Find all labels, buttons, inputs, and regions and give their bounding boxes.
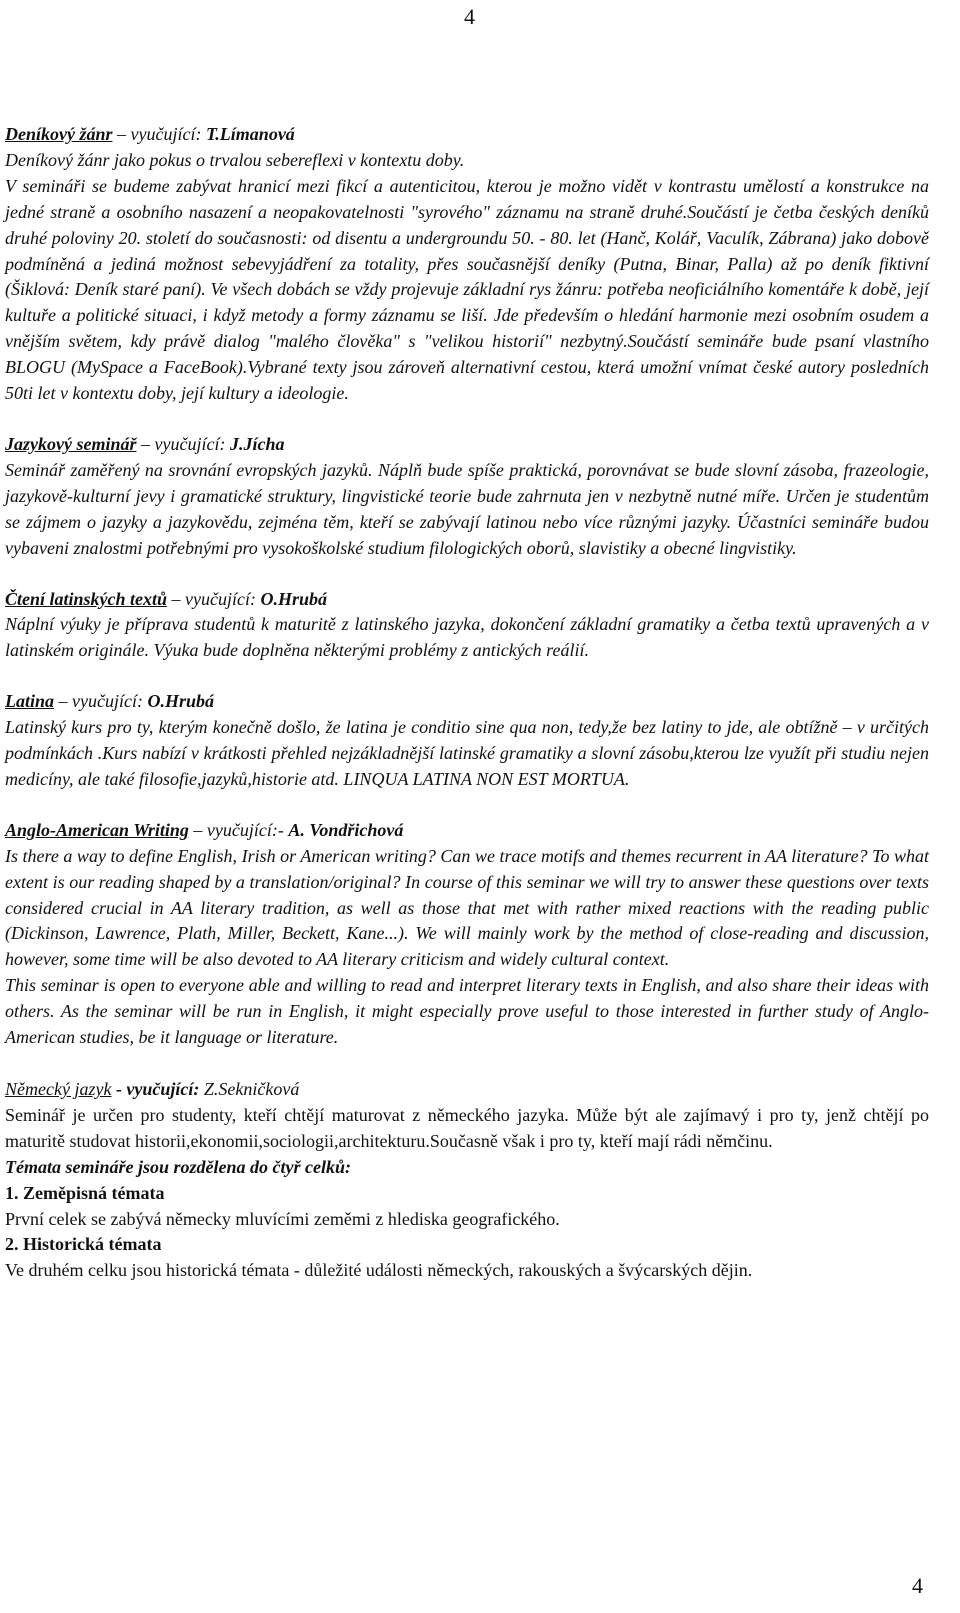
section-heading: [5, 432, 929, 458]
section-cteni-latinskych-textu: [5, 587, 929, 665]
section-anglo-american-writing: [5, 818, 929, 1051]
topic-title: 2. Historická témata: [5, 1234, 162, 1255]
document-body: [5, 122, 929, 1309]
section-title: Německý jazyk: [5, 1079, 112, 1099]
section-title: Deníkový žánr: [5, 124, 113, 144]
section-text: Seminář zaměřený na srovnání evropských jazyků. Náplň bude spíše praktická, porovnávat se bude slovní zásoba, frazeologie, jazykově-kulturní jevy i gramatické struktury, lingvistické teorie bude zahrnuta jen v nezbytně nutné míře. Určen je studentům se zájmem o jazyky a jazykovědu, zejména těm, kteří se zabývají latinou nebo více různými jazyky. Účastníci semináře budou vybaveni znalostmi potřebnými pro vysokoškolské studium filologických oborů, slavistiky a obecné lingvistiky.: [5, 459, 929, 558]
section-jazykovy-seminar: [5, 432, 929, 562]
section-text: Seminář je určen pro studenty, kteří chtějí maturovat z německého jazyka. Může být ale zajímavý i pro ty, jenž chtějí po maturitě studovat historii,ekonomii,sociologii,architekturu.Současně však i pro ty, kteří mají rádi němčinu.: [5, 1104, 929, 1151]
section-heading: [5, 818, 929, 844]
section-heading: [5, 1077, 929, 1103]
teacher-label: – vyučující:: [167, 588, 261, 609]
teacher-label: – vyučující:: [136, 433, 230, 454]
section-title: Latina: [5, 691, 55, 712]
teacher-name: O.Hrubá: [147, 691, 214, 712]
page-number-bottom: 4: [912, 1573, 923, 1598]
topic-title: 1. Zeměpisná témata: [5, 1182, 165, 1203]
topic-text: Ve druhém celku jsou historická témata - důležité události německých, rakouských a švýcarských dějin.: [5, 1260, 753, 1281]
section-latina: [5, 689, 929, 793]
section-denikovy-zanr: [5, 122, 929, 407]
section-title: Jazykový seminář: [5, 433, 137, 454]
teacher-label: – vyučující:-: [188, 819, 289, 840]
teacher-name: T.Límanová: [205, 124, 295, 144]
teacher-label: – vyučující:: [54, 691, 148, 712]
teacher-name: O.Hrubá: [260, 588, 328, 609]
section-nemecky-jazyk: [5, 1077, 929, 1284]
teacher-label: – vyučující:: [112, 124, 206, 144]
topics-heading: Témata semináře jsou rozdělena do čtyř celků:: [5, 1156, 351, 1177]
teacher-label: - vyučující:: [111, 1079, 204, 1099]
section-text: V semináři se budeme zabývat hranicí mezi fikcí a autenticitou, kterou je možno vidět v kontrastu umělostí a konstrukce na jedné straně a osobního nasazení a neopakovatelnosti "syrového" záznamu na straně druhé.Součástí je četba českých deníků druhé poloviny 20. století do současnosti: od disentu a undergroundu 50. - 80. let (Hanč, Kolář, Vaculík, Zábrana) jako dobově podmíněná a jediná možnost sebevyjádření za totality, přes současnější deníky (Putna, Binar, Palla) až po deník fiktivní (Šiklová: Deník staré paní). Ve všech dobách se vždy projevuje základní rys žánru: potřeba neoficiálního komentáře k době, její kultuře a politické situaci, i když metody a formy záznamu se liší. Jde především o hledání harmonie mezi osobním osudem a vnějším světem, kdy právě dialog "malého člověka" s "velikou historií" nezbytný.Součástí semináře bude psaní vlastního BLOGU (MySpace a FaceBook).Vybrané texty jsou zároveň alternativní cestou, která umožní vnímat české autory posledních 50ti let v kontextu doby, její kultury a ideologie.: [5, 175, 929, 404]
section-heading: [5, 587, 929, 613]
teacher-name: A. Vondřichová: [288, 819, 404, 840]
page-number-top: 4: [464, 4, 475, 29]
teacher-name: J.Jícha: [229, 433, 285, 454]
topic-text: První celek se zabývá německy mluvícími zeměmi z hlediska geografického.: [5, 1208, 560, 1229]
section-title: Čtení latinských textů: [5, 588, 168, 609]
section-text: Náplní výuky je příprava studentů k maturitě z latinského jazyka, dokončení základní gramatiky a četba textů upravených a v latinském originále. Výuka bude doplněna některými problémy z antických reálií.: [5, 614, 929, 661]
teacher-name: Z.Sekničková: [203, 1079, 300, 1099]
section-heading: [5, 689, 929, 715]
section-heading: [5, 122, 929, 148]
section-title: Anglo-American Writing: [5, 819, 189, 840]
section-text: Is there a way to define English, Irish or American writing? Can we trace motifs and themes recurrent in AA literature? To what extent is our reading shaped by a translation/original? In course of this seminar we will try to answer these questions over texts considered crucial in AA literary tradition, as well as those that met with rather mixed reactions with the reading public (Dickinson, Lawrence, Plath, Miller, Beckett, Kane...). We will mainly work by the method of close-reading and discussion, however, some time will be also devoted to AA literary criticism and widely cultural context.: [5, 845, 929, 970]
section-text: Latinský kurs pro ty, kterým konečně došlo, že latina je conditio sine qua non, tedy,že bez latiny to jde, ale obtížně – v určitých podmínkách .Kurs nabízí v krátkosti přehled nejzákladnější latinské gramatiky a slovní zásobu,kterou lze využít při studiu nejen medicíny, ale také filosofie,jazyků,historie atd. LINQUA LATINA NON EST MORTUA.: [5, 717, 929, 789]
section-text: This seminar is open to everyone able and willing to read and interpret literary texts in English, and also share their ideas with others. As the seminar will be run in English, it might especially prove useful to those interested in further study of Anglo-American studies, be it language or literature.: [5, 975, 929, 1048]
section-subtitle: Deníkový žánr jako pokus o trvalou sebereflexi v kontextu doby.: [5, 149, 465, 170]
